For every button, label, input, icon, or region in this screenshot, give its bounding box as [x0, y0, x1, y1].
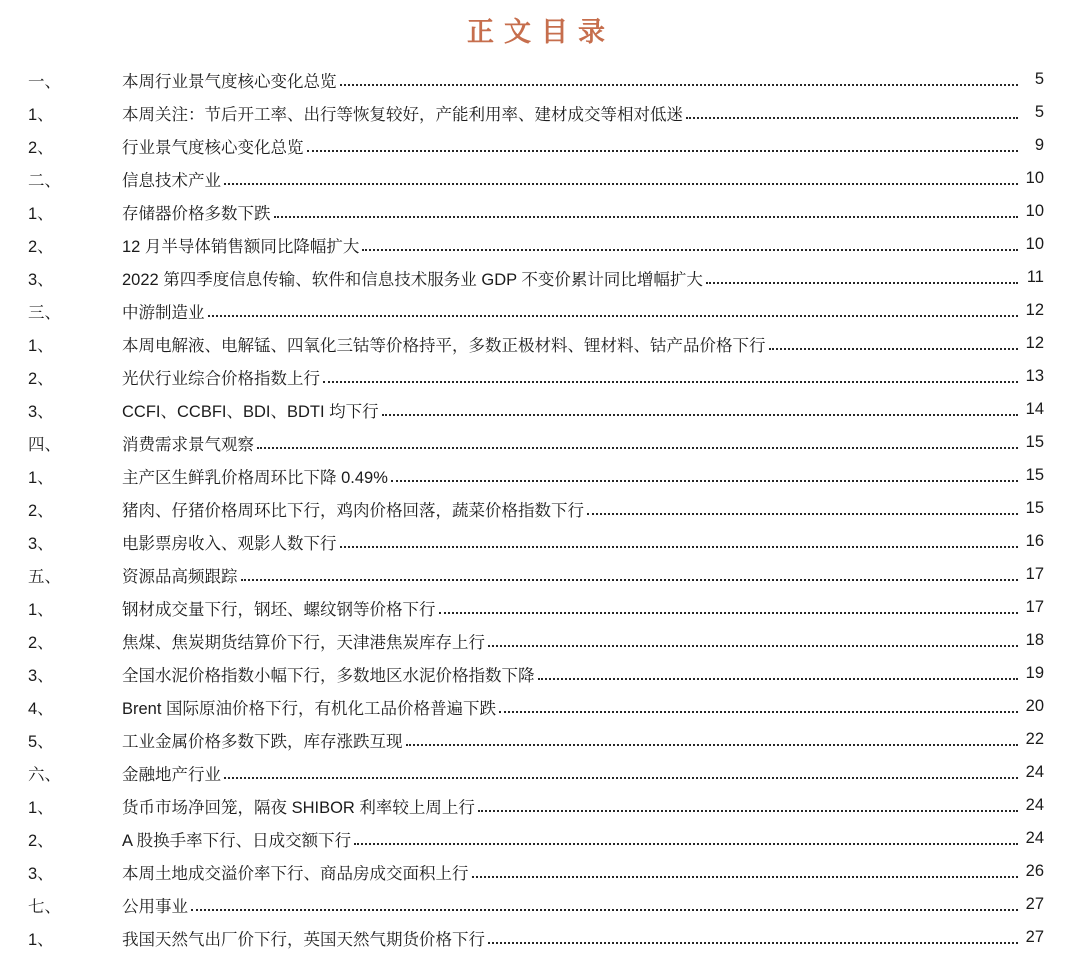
toc-entry-number: 2、 — [28, 369, 54, 388]
toc-entry[interactable] — [28, 426, 1044, 459]
toc-entry[interactable] — [28, 162, 1044, 195]
toc-entry-title: 猪肉、仔猪价格周环比下行，鸡肉价格回落，蔬菜价格指数下行 — [122, 501, 584, 520]
toc-entry-page: 5 — [1034, 103, 1044, 121]
toc-entry-title: Brent 国际原油价格下行，有机化工品价格普遍下跌 — [122, 699, 497, 718]
dot-leader-icon — [706, 271, 1018, 284]
toc-entry-title: 中游制造业 — [122, 303, 205, 322]
toc-entry[interactable] — [28, 96, 1044, 129]
toc-entry-number: 四、 — [28, 435, 61, 454]
dot-leader-icon — [307, 139, 1019, 152]
toc-entry-page: 24 — [1025, 763, 1044, 781]
toc-entry-title: CCFI、CCBFI、BDI、BDTI 均下行 — [122, 402, 379, 421]
toc-entry-title: 钢材成交量下行，钢坯、螺纹钢等价格下行 — [122, 600, 436, 619]
toc-entry-number: 3、 — [28, 666, 54, 685]
toc-entry-page: 5 — [1034, 70, 1044, 88]
dot-leader-icon — [478, 799, 1018, 812]
toc-entry-title: 全国水泥价格指数小幅下行，多数地区水泥价格指数下降 — [122, 666, 535, 685]
toc-entry-number: 六、 — [28, 765, 61, 784]
toc-entry[interactable] — [28, 261, 1044, 294]
toc-entry-title: 主产区生鲜乳价格周环比下降 0.49% — [122, 468, 388, 487]
toc-entry-number: 一、 — [28, 72, 61, 91]
toc-entry[interactable] — [28, 591, 1044, 624]
toc-entry-page: 22 — [1025, 730, 1044, 748]
toc-entry-page: 14 — [1025, 400, 1044, 418]
toc-entry[interactable] — [28, 723, 1044, 756]
toc-entry-number: 2、 — [28, 501, 54, 520]
toc-entry-page: 15 — [1025, 499, 1044, 517]
toc-entry-number: 三、 — [28, 303, 61, 322]
toc-entry-title: 本周电解液、电解锰、四氧化三钴等价格持平，多数正极材料、锂材料、钴产品价格下行 — [122, 336, 766, 355]
toc-entry[interactable] — [28, 855, 1044, 888]
toc-entry-number: 5、 — [28, 732, 54, 751]
toc-entry-page: 15 — [1025, 433, 1044, 451]
dot-leader-icon — [499, 700, 1018, 713]
toc-entry[interactable] — [28, 525, 1044, 558]
toc-entry-title: 存储器价格多数下跌 — [122, 204, 271, 223]
dot-leader-icon — [354, 832, 1018, 845]
toc-entry-title: 资源品高频跟踪 — [122, 567, 238, 586]
toc-entry[interactable] — [28, 756, 1044, 789]
toc-entry-title: 焦煤、焦炭期货结算价下行，天津港焦炭库存上行 — [122, 633, 485, 652]
toc-entry-number: 七、 — [28, 897, 61, 916]
toc-entry-number: 1、 — [28, 798, 54, 817]
dot-leader-icon — [472, 865, 1019, 878]
toc-entry-page: 27 — [1025, 928, 1044, 946]
toc-entry-title: 光伏行业综合价格指数上行 — [122, 369, 320, 388]
toc-entry-title: 本周行业景气度核心变化总览 — [122, 72, 337, 91]
toc-entry-title: 金融地产行业 — [122, 765, 221, 784]
dot-leader-icon — [224, 766, 1018, 779]
toc-entry-title: 工业金属价格多数下跌，库存涨跌互现 — [122, 732, 403, 751]
toc-entry-page: 10 — [1025, 202, 1044, 220]
toc-entry[interactable] — [28, 921, 1044, 954]
toc-entry-page: 17 — [1025, 565, 1044, 583]
toc-entry-page: 24 — [1025, 796, 1044, 814]
toc-entry[interactable] — [28, 690, 1044, 723]
toc-entry-number: 2、 — [28, 138, 54, 157]
toc-entry-page: 16 — [1025, 532, 1044, 550]
toc-entry-title: 本周土地成交溢价率下行、商品房成交面积上行 — [122, 864, 469, 883]
dot-leader-icon — [274, 205, 1019, 218]
toc-entry-number: 二、 — [28, 171, 61, 190]
toc-entry-page: 27 — [1025, 895, 1044, 913]
toc-entry-number: 1、 — [28, 468, 54, 487]
toc-entry[interactable] — [28, 327, 1044, 360]
toc-entry-page: 11 — [1026, 268, 1044, 286]
dot-leader-icon — [686, 106, 1018, 119]
toc-entry-page: 9 — [1034, 136, 1044, 154]
toc-entry-number: 2、 — [28, 237, 54, 256]
toc-entry-title: 货币市场净回笼，隔夜 SHIBOR 利率较上周上行 — [122, 798, 475, 817]
toc-entry-title: 2022 第四季度信息传输、软件和信息技术服务业 GDP 不变价累计同比增幅扩大 — [122, 270, 703, 289]
toc-entry-title: A 股换手率下行、日成交额下行 — [122, 831, 352, 850]
toc-entry[interactable] — [28, 822, 1044, 855]
toc-entry-page: 24 — [1025, 829, 1044, 847]
toc-entry-number: 4、 — [28, 699, 54, 718]
dot-leader-icon — [391, 469, 1018, 482]
toc-entry-title: 公用事业 — [122, 897, 188, 916]
toc-entry[interactable] — [28, 63, 1044, 96]
toc-entry-number: 1、 — [28, 204, 54, 223]
toc-list — [28, 63, 1044, 954]
toc-entry-page: 26 — [1025, 862, 1044, 880]
toc-entry-number: 2、 — [28, 633, 54, 652]
toc-entry-title: 本周关注：节后开工率、出行等恢复较好，产能利用率、建材成交等相对低迷 — [122, 105, 683, 124]
toc-entry-number: 3、 — [28, 270, 54, 289]
dot-leader-icon — [406, 733, 1019, 746]
toc-entry-page: 15 — [1025, 466, 1044, 484]
dot-leader-icon — [587, 502, 1018, 515]
dot-leader-icon — [208, 304, 1019, 317]
toc-entry-page: 18 — [1025, 631, 1044, 649]
toc-entry-number: 3、 — [28, 402, 54, 421]
toc-entry-title: 我国天然气出厂价下行，英国天然气期货价格下行 — [122, 930, 485, 949]
toc-entry[interactable] — [28, 657, 1044, 690]
toc-entry-number: 2、 — [28, 831, 54, 850]
dot-leader-icon — [340, 535, 1019, 548]
toc-entry[interactable] — [28, 492, 1044, 525]
dot-leader-icon — [191, 898, 1018, 911]
page-title: 正文目录 — [467, 17, 615, 47]
dot-leader-icon — [769, 337, 1019, 350]
toc-entry-page: 17 — [1025, 598, 1044, 616]
toc-entry-page: 20 — [1025, 697, 1044, 715]
dot-leader-icon — [362, 238, 1018, 251]
dot-leader-icon — [257, 436, 1018, 449]
toc-entry-page: 12 — [1025, 301, 1044, 319]
dot-leader-icon — [439, 601, 1019, 614]
toc-entry[interactable] — [28, 624, 1044, 657]
dot-leader-icon — [382, 403, 1018, 416]
toc-entry-page: 10 — [1025, 235, 1044, 253]
dot-leader-icon — [340, 73, 1019, 86]
toc-entry-number: 3、 — [28, 534, 54, 553]
toc-entry-number: 1、 — [28, 336, 54, 355]
toc-entry-title: 信息技术产业 — [122, 171, 221, 190]
toc-entry[interactable] — [28, 789, 1044, 822]
dot-leader-icon — [488, 634, 1018, 647]
toc-entry-title: 12 月半导体销售额同比降幅扩大 — [122, 237, 360, 256]
toc-entry[interactable] — [28, 195, 1044, 228]
toc-entry-title: 消费需求景气观察 — [122, 435, 254, 454]
toc-entry-page: 12 — [1025, 334, 1044, 352]
dot-leader-icon — [224, 172, 1018, 185]
toc-entry-title: 行业景气度核心变化总览 — [122, 138, 304, 157]
dot-leader-icon — [241, 568, 1019, 581]
toc-entry-number: 3、 — [28, 864, 54, 883]
toc-entry-number: 1、 — [28, 105, 54, 124]
toc-entry[interactable] — [28, 888, 1044, 921]
toc-entry-page: 10 — [1025, 169, 1044, 187]
toc-entry[interactable] — [28, 129, 1044, 162]
toc-entry-number: 1、 — [28, 930, 54, 949]
toc-entry[interactable] — [28, 294, 1044, 327]
dot-leader-icon — [323, 370, 1018, 383]
toc-entry-page: 13 — [1025, 367, 1044, 385]
toc-entry-title: 电影票房收入、观影人数下行 — [122, 534, 337, 553]
toc-entry[interactable] — [28, 459, 1044, 492]
toc-entry-number: 1、 — [28, 600, 54, 619]
dot-leader-icon — [488, 931, 1018, 944]
toc-entry[interactable] — [28, 228, 1044, 261]
toc-entry-page: 19 — [1025, 664, 1044, 682]
toc-entry[interactable] — [28, 360, 1044, 393]
dot-leader-icon — [538, 667, 1019, 680]
toc-entry-number: 五、 — [28, 567, 61, 586]
toc-entry[interactable] — [28, 393, 1044, 426]
toc-entry[interactable] — [28, 558, 1044, 591]
